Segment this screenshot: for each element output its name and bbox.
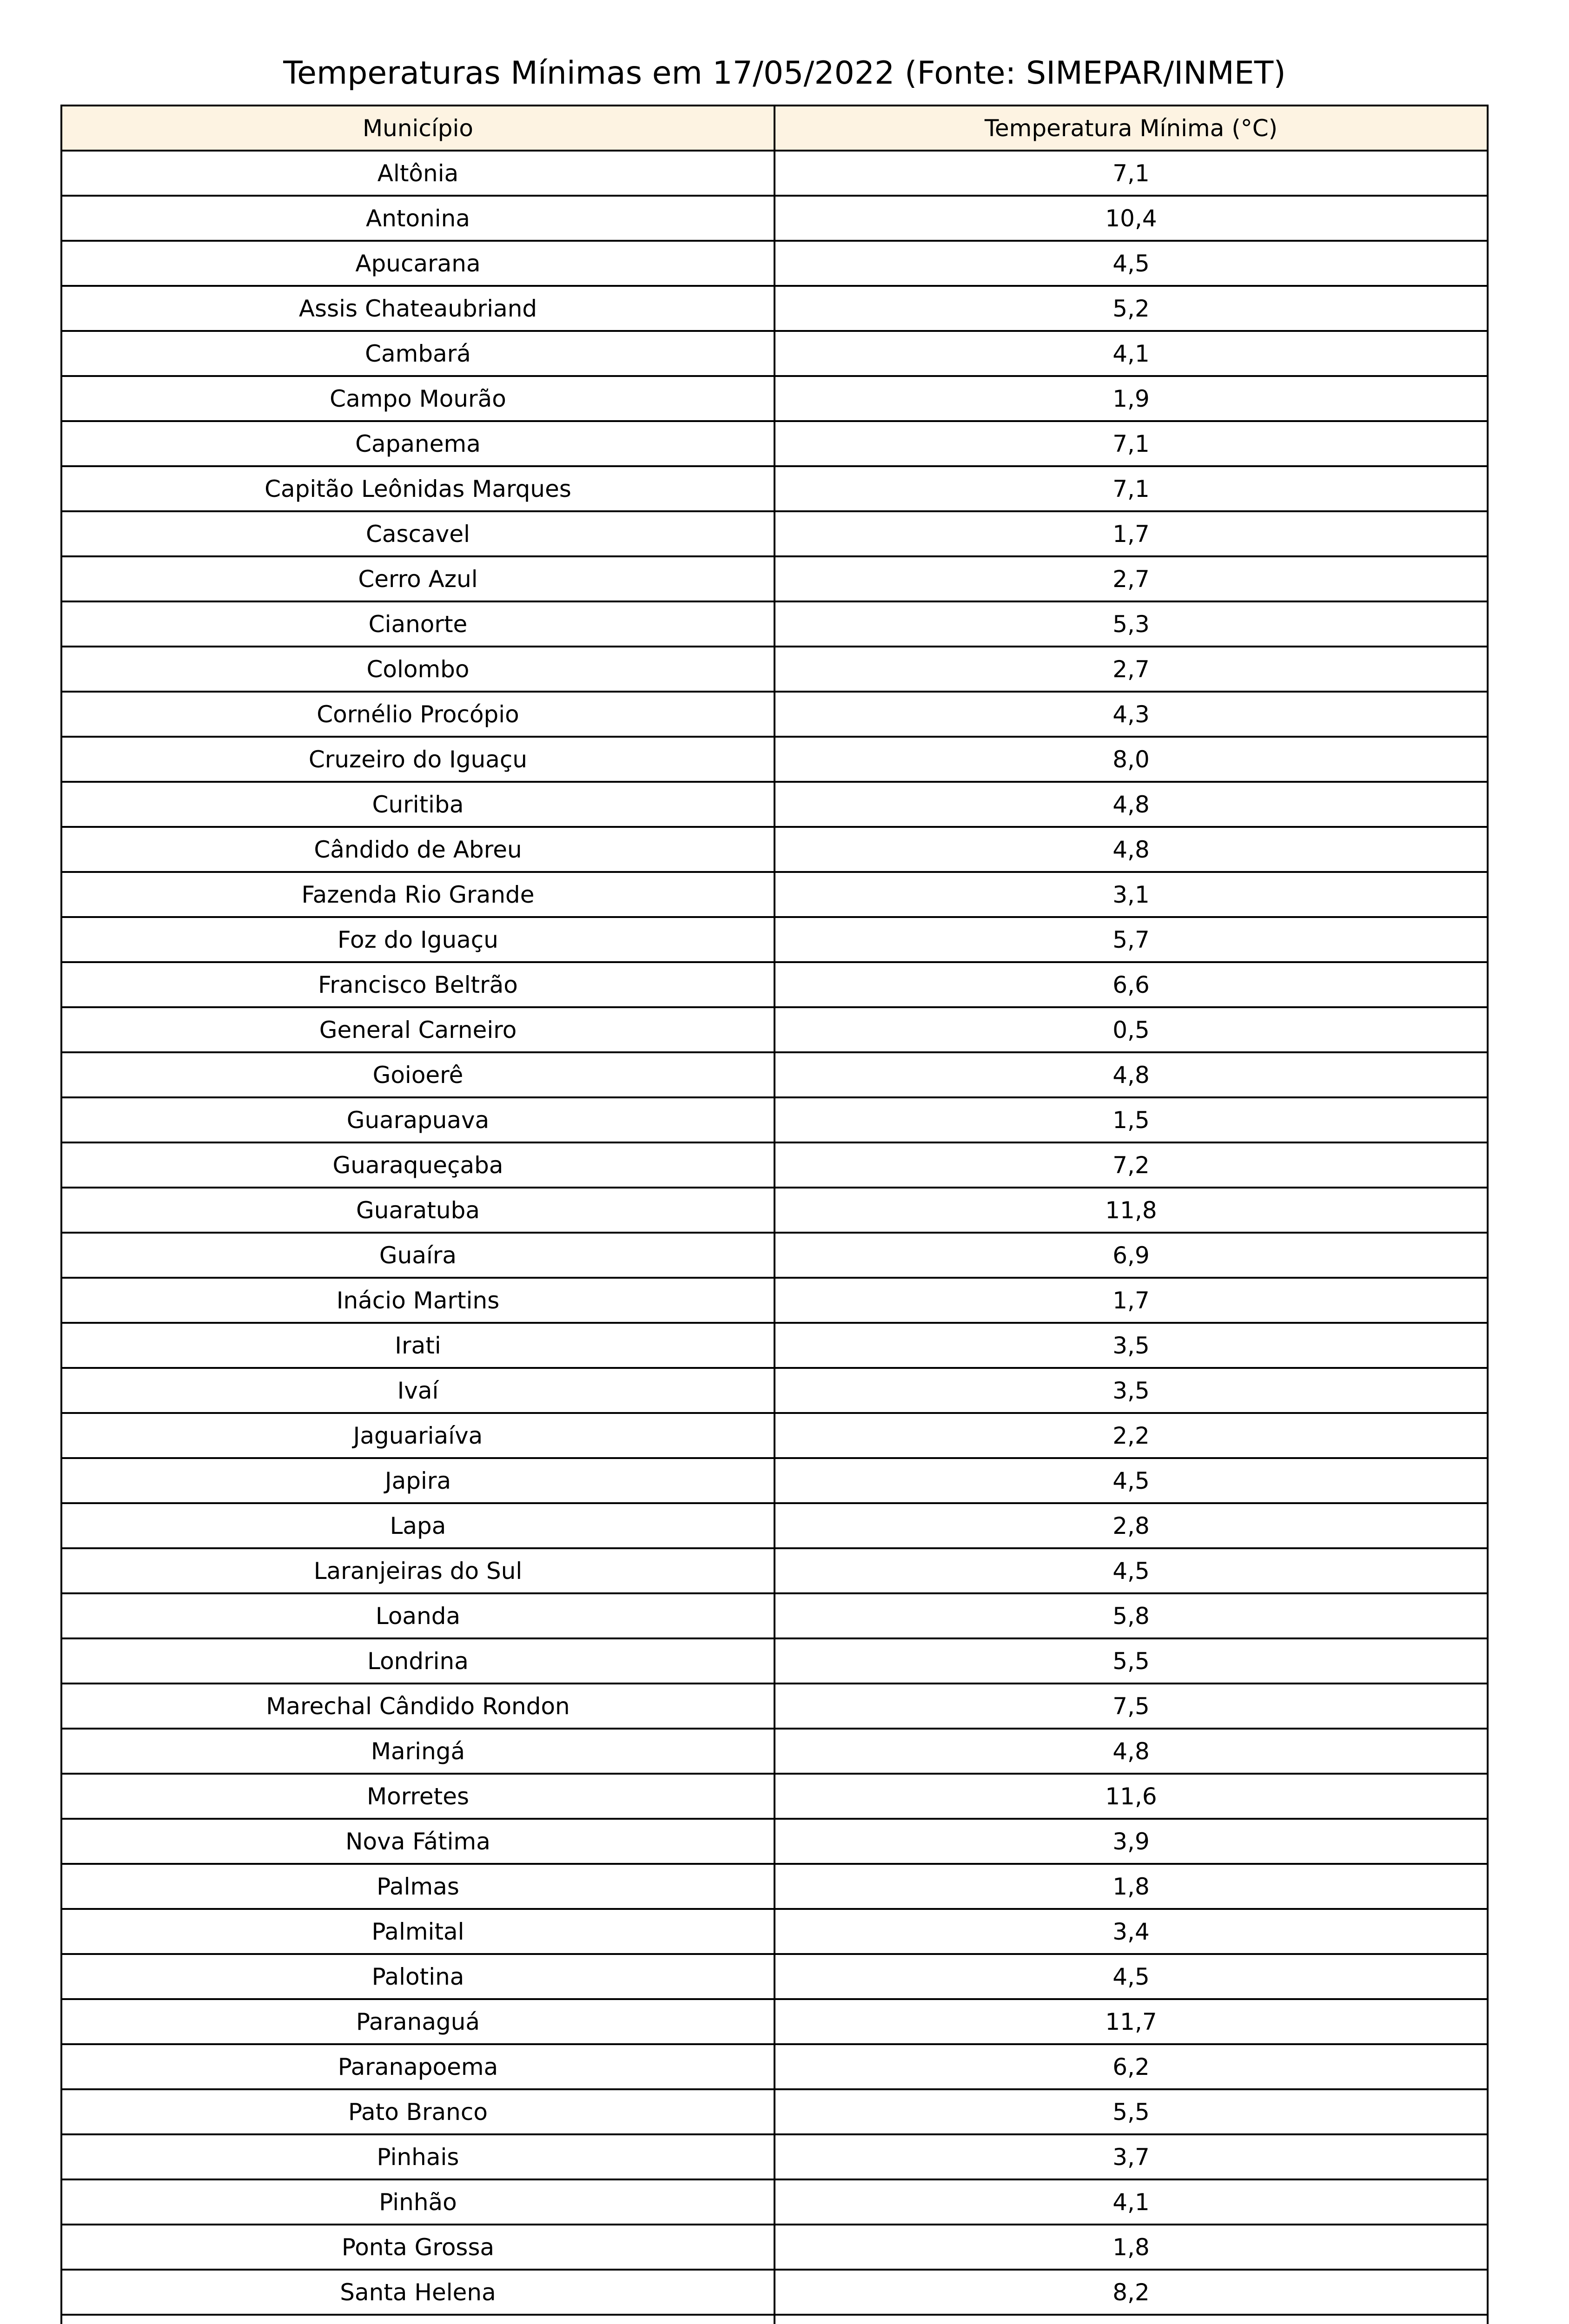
column-header-municipio: Município <box>61 106 775 151</box>
table-row <box>61 196 1488 241</box>
cell-municipio: Cambará <box>61 331 775 376</box>
cell-temperatura: 5,2 <box>775 286 1488 331</box>
table-row <box>61 2225 1488 2270</box>
table-row <box>61 1684 1488 1729</box>
cell-municipio: Ivaí <box>61 1368 775 1413</box>
cell-municipio: Pato Branco <box>61 2089 775 2134</box>
table-row <box>61 331 1488 376</box>
cell-temperatura: 3,7 <box>775 2134 1488 2179</box>
cell-temperatura: 7,1 <box>775 151 1488 196</box>
cell-municipio: Lapa <box>61 1503 775 1548</box>
cell-temperatura: 4,3 <box>775 692 1488 737</box>
table-row <box>61 1548 1488 1593</box>
cell-temperatura: 0,5 <box>775 1007 1488 1052</box>
table-row <box>61 601 1488 647</box>
table-row <box>61 737 1488 782</box>
cell-temperatura: 3,5 <box>775 1368 1488 1413</box>
cell-municipio: Cascavel <box>61 511 775 556</box>
cell-temperatura: 4,5 <box>775 1954 1488 1999</box>
table-row <box>61 782 1488 827</box>
cell-temperatura: 3,9 <box>775 1819 1488 1864</box>
table-row <box>61 2134 1488 2179</box>
cell-temperatura: 3,1 <box>775 872 1488 917</box>
cell-temperatura <box>775 2315 1488 2324</box>
table-row <box>61 1233 1488 1278</box>
table-row <box>61 1458 1488 1503</box>
cell-temperatura: 3,4 <box>775 1909 1488 1954</box>
cell-temperatura: 5,5 <box>775 1638 1488 1684</box>
cell-temperatura: 1,5 <box>775 1097 1488 1142</box>
cell-temperatura: 8,2 <box>775 2270 1488 2315</box>
cell-municipio: Guaratuba <box>61 1188 775 1233</box>
table-row <box>61 2270 1488 2315</box>
table-row <box>61 466 1488 511</box>
table-row <box>61 1774 1488 1819</box>
column-header-temperatura: Temperatura Mínima (°C) <box>775 106 1488 151</box>
table-row <box>61 1954 1488 1999</box>
cell-municipio: Guarapuava <box>61 1097 775 1142</box>
cell-municipio: Jaguariaíva <box>61 1413 775 1458</box>
table-row <box>61 917 1488 962</box>
cell-municipio: Maringá <box>61 1729 775 1774</box>
table-row <box>61 1052 1488 1097</box>
cell-temperatura: 6,6 <box>775 962 1488 1007</box>
table-row <box>61 1999 1488 2044</box>
cell-municipio: Laranjeiras do Sul <box>61 1548 775 1593</box>
table-row <box>61 962 1488 1007</box>
cell-municipio: Loanda <box>61 1593 775 1638</box>
table-row <box>61 1188 1488 1233</box>
cell-temperatura: 11,8 <box>775 1188 1488 1233</box>
cell-temperatura: 4,5 <box>775 241 1488 286</box>
table-row <box>61 1503 1488 1548</box>
cell-municipio: Irati <box>61 1323 775 1368</box>
cell-temperatura: 1,8 <box>775 1864 1488 1909</box>
cell-municipio: Antonina <box>61 196 775 241</box>
cell-municipio: Foz do Iguaçu <box>61 917 775 962</box>
table-row <box>61 1007 1488 1052</box>
cell-municipio <box>61 2315 775 2324</box>
table-row <box>61 1278 1488 1323</box>
cell-municipio: Campo Mourão <box>61 376 775 421</box>
cell-municipio: Pinhão <box>61 2179 775 2225</box>
table-header-row <box>61 106 1488 151</box>
cell-municipio: Capanema <box>61 421 775 466</box>
cell-municipio: Colombo <box>61 647 775 692</box>
table-body <box>61 151 1488 2324</box>
cell-municipio: Morretes <box>61 1774 775 1819</box>
cell-municipio: Palmital <box>61 1909 775 1954</box>
cell-municipio: Curitiba <box>61 782 775 827</box>
cell-temperatura: 2,8 <box>775 1503 1488 1548</box>
cell-municipio: Goioerê <box>61 1052 775 1097</box>
cell-temperatura: 5,7 <box>775 917 1488 962</box>
cell-municipio: Assis Chateaubriand <box>61 286 775 331</box>
table-row <box>61 2315 1488 2324</box>
cell-temperatura: 4,1 <box>775 2179 1488 2225</box>
cell-municipio: Inácio Martins <box>61 1278 775 1323</box>
table-row <box>61 511 1488 556</box>
cell-temperatura: 1,7 <box>775 511 1488 556</box>
table-row <box>61 556 1488 601</box>
table-row <box>61 2044 1488 2089</box>
cell-temperatura: 4,8 <box>775 1052 1488 1097</box>
cell-temperatura: 1,7 <box>775 1278 1488 1323</box>
cell-municipio: Cruzeiro do Iguaçu <box>61 737 775 782</box>
table-row <box>61 1097 1488 1142</box>
cell-temperatura: 1,8 <box>775 2225 1488 2270</box>
cell-municipio: Japira <box>61 1458 775 1503</box>
cell-temperatura: 5,8 <box>775 1593 1488 1638</box>
cell-municipio: Palotina <box>61 1954 775 1999</box>
cell-temperatura: 4,1 <box>775 331 1488 376</box>
table-row <box>61 2179 1488 2225</box>
cell-temperatura: 4,8 <box>775 827 1488 872</box>
table-row <box>61 1909 1488 1954</box>
page-title: Temperaturas Mínimas em 17/05/2022 (Fonte: SIMEPAR/INMET) <box>283 55 1286 92</box>
cell-temperatura: 3,5 <box>775 1323 1488 1368</box>
table-row <box>61 286 1488 331</box>
temperature-table <box>60 105 1489 2324</box>
table-row <box>61 151 1488 196</box>
cell-temperatura: 2,2 <box>775 1413 1488 1458</box>
cell-temperatura: 4,8 <box>775 782 1488 827</box>
table-row <box>61 2089 1488 2134</box>
table-row <box>61 1323 1488 1368</box>
cell-municipio: Ponta Grossa <box>61 2225 775 2270</box>
cell-municipio: Nova Fátima <box>61 1819 775 1864</box>
table-row <box>61 1864 1488 1909</box>
cell-temperatura: 2,7 <box>775 556 1488 601</box>
cell-temperatura: 2,7 <box>775 647 1488 692</box>
cell-temperatura: 6,9 <box>775 1233 1488 1278</box>
table-row <box>61 1413 1488 1458</box>
cell-temperatura: 1,9 <box>775 376 1488 421</box>
cell-temperatura: 4,5 <box>775 1458 1488 1503</box>
cell-temperatura: 7,5 <box>775 1684 1488 1729</box>
cell-temperatura: 7,1 <box>775 421 1488 466</box>
cell-municipio: Cianorte <box>61 601 775 647</box>
cell-temperatura: 7,1 <box>775 466 1488 511</box>
cell-temperatura: 4,8 <box>775 1729 1488 1774</box>
table-row <box>61 872 1488 917</box>
cell-municipio: General Carneiro <box>61 1007 775 1052</box>
table-row <box>61 241 1488 286</box>
cell-municipio: Guaraqueçaba <box>61 1142 775 1188</box>
cell-municipio: Palmas <box>61 1864 775 1909</box>
table-row <box>61 1819 1488 1864</box>
cell-municipio: Marechal Cândido Rondon <box>61 1684 775 1729</box>
cell-municipio: Paranapoema <box>61 2044 775 2089</box>
cell-temperatura: 7,2 <box>775 1142 1488 1188</box>
cell-municipio: Francisco Beltrão <box>61 962 775 1007</box>
cell-municipio: Pinhais <box>61 2134 775 2179</box>
table-row <box>61 1142 1488 1188</box>
cell-municipio: Guaíra <box>61 1233 775 1278</box>
table-row <box>61 1368 1488 1413</box>
cell-municipio: Capitão Leônidas Marques <box>61 466 775 511</box>
table-row <box>61 376 1488 421</box>
cell-municipio: Cornélio Procópio <box>61 692 775 737</box>
cell-municipio: Paranaguá <box>61 1999 775 2044</box>
cell-temperatura: 10,4 <box>775 196 1488 241</box>
cell-municipio: Altônia <box>61 151 775 196</box>
table-row <box>61 827 1488 872</box>
cell-municipio: Cândido de Abreu <box>61 827 775 872</box>
table-row <box>61 1593 1488 1638</box>
table-row <box>61 647 1488 692</box>
cell-temperatura: 5,3 <box>775 601 1488 647</box>
table-row <box>61 1729 1488 1774</box>
cell-temperatura: 11,7 <box>775 1999 1488 2044</box>
table-row <box>61 692 1488 737</box>
table-row <box>61 1638 1488 1684</box>
cell-municipio: Fazenda Rio Grande <box>61 872 775 917</box>
cell-temperatura: 6,2 <box>775 2044 1488 2089</box>
table-row <box>61 421 1488 466</box>
cell-municipio: Cerro Azul <box>61 556 775 601</box>
cell-temperatura: 8,0 <box>775 737 1488 782</box>
cell-temperatura: 5,5 <box>775 2089 1488 2134</box>
cell-temperatura: 4,5 <box>775 1548 1488 1593</box>
cell-municipio: Apucarana <box>61 241 775 286</box>
cell-temperatura: 11,6 <box>775 1774 1488 1819</box>
cell-municipio: Santa Helena <box>61 2270 775 2315</box>
cell-municipio: Londrina <box>61 1638 775 1684</box>
